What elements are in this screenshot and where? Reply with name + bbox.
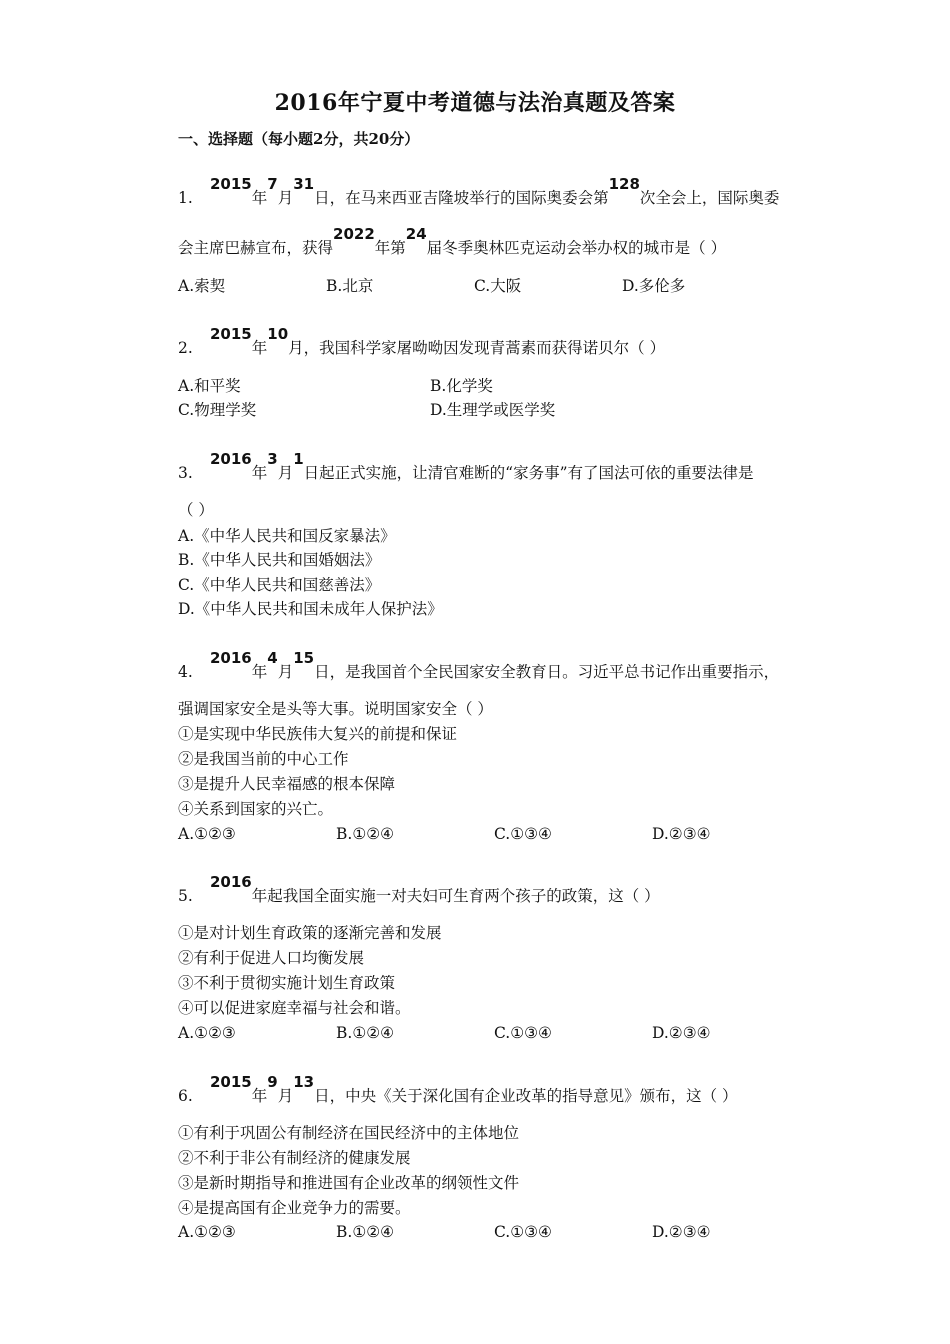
option-c[interactable]: C.①③④ bbox=[494, 825, 552, 843]
option-d[interactable]: D.多伦多 bbox=[622, 277, 686, 295]
question-number: 5. bbox=[178, 887, 193, 905]
option-d[interactable]: D.生理学或医学奖 bbox=[430, 401, 556, 419]
statement-2: ②是我国当前的中心工作 bbox=[178, 750, 349, 768]
option-d[interactable]: D.②③④ bbox=[652, 825, 711, 843]
option-c[interactable]: C.①③④ bbox=[494, 1223, 552, 1241]
option-a[interactable]: A.①②③ bbox=[178, 1024, 236, 1042]
option-b[interactable]: B.①②④ bbox=[336, 1223, 395, 1241]
statement-3: ③是新时期指导和推进国有企业改革的纲领性文件 bbox=[178, 1174, 520, 1192]
question-4-line-1: 4.2016年4月15日，是我国首个全民国家安全教育日。习近平总书记作出重要指示， bbox=[178, 649, 780, 681]
question-3-line-1: 3.2016年3月1日起正式实施，让清官难断的“家务事”有了国法可依的重要法律是 bbox=[178, 450, 754, 482]
option-b[interactable]: B.①②④ bbox=[336, 1024, 395, 1042]
question-1-line-1: 1.2015年7月31日，在马来西亚吉隆坡举行的国际奥委会第128次全会上，国际奥委 bbox=[178, 175, 780, 207]
option-a[interactable]: A.和平奖 bbox=[178, 377, 241, 395]
statement-4: ④是提高国有企业竞争力的需要。 bbox=[178, 1199, 411, 1217]
question-6-line-1: 6.2015年9月13日，中央《关于深化国有企业改革的指导意见》颁布，这（ ） bbox=[178, 1073, 738, 1105]
statement-4: ④关系到国家的兴亡。 bbox=[178, 800, 334, 818]
question-number: 4. bbox=[178, 663, 193, 681]
option-a[interactable]: A.索契 bbox=[178, 277, 226, 295]
question-4-line-2: 强调国家安全是头等大事。说明国家安全（ ） bbox=[178, 700, 493, 718]
statement-1: ①是实现中华民族伟大复兴的前提和保证 bbox=[178, 725, 458, 743]
option-a[interactable]: A.①②③ bbox=[178, 1223, 236, 1241]
statement-2: ②不利于非公有制经济的健康发展 bbox=[178, 1149, 411, 1167]
statement-1: ①有利于巩固公有制经济在国民经济中的主体地位 bbox=[178, 1124, 520, 1142]
option-c[interactable]: C.《中华人民共和国慈善法》 bbox=[178, 576, 381, 594]
question-number: 3. bbox=[178, 464, 193, 482]
statement-4: ④可以促进家庭幸福与社会和谐。 bbox=[178, 999, 411, 1017]
question-2-line-1: 2.2015年10月，我国科学家屠呦呦因发现青蒿素而获得诺贝尔（ ） bbox=[178, 325, 666, 357]
option-d[interactable]: D.②③④ bbox=[652, 1223, 711, 1241]
option-c[interactable]: C.大阪 bbox=[474, 277, 522, 295]
page-title: 2016年宁夏中考道德与法治真题及答案 bbox=[274, 90, 676, 116]
question-number: 1. bbox=[178, 189, 193, 207]
option-a[interactable]: A.①②③ bbox=[178, 825, 236, 843]
option-c[interactable]: C.物理学奖 bbox=[178, 401, 257, 419]
option-b[interactable]: B.化学奖 bbox=[430, 377, 493, 395]
statement-2: ②有利于促进人口均衡发展 bbox=[178, 949, 365, 967]
question-5-line-1: 5.2016年起我国全面实施一对夫妇可生育两个孩子的政策，这（ ） bbox=[178, 873, 660, 905]
statement-1: ①是对计划生育政策的逐渐完善和发展 bbox=[178, 924, 442, 942]
option-b[interactable]: B.《中华人民共和国婚姻法》 bbox=[178, 551, 381, 569]
option-b[interactable]: B.①②④ bbox=[336, 825, 395, 843]
option-a[interactable]: A.《中华人民共和国反家暴法》 bbox=[178, 527, 396, 545]
option-c[interactable]: C.①③④ bbox=[494, 1024, 552, 1042]
option-d[interactable]: D.《中华人民共和国未成年人保护法》 bbox=[178, 600, 443, 618]
option-d[interactable]: D.②③④ bbox=[652, 1024, 711, 1042]
statement-3: ③不利于贯彻实施计划生育政策 bbox=[178, 974, 396, 992]
question-1-line-2: 会主席巴赫宣布，获得2022年第24届冬季奥林匹克运动会举办权的城市是（ ） bbox=[178, 225, 727, 257]
question-number: 2. bbox=[178, 339, 193, 357]
statement-3: ③是提升人民幸福感的根本保障 bbox=[178, 775, 396, 793]
question-number: 6. bbox=[178, 1087, 193, 1105]
section-heading: 一、选择题（每小题2分，共20分） bbox=[178, 130, 420, 148]
option-b[interactable]: B.北京 bbox=[326, 277, 374, 295]
question-3-line-2: （ ） bbox=[178, 501, 214, 519]
